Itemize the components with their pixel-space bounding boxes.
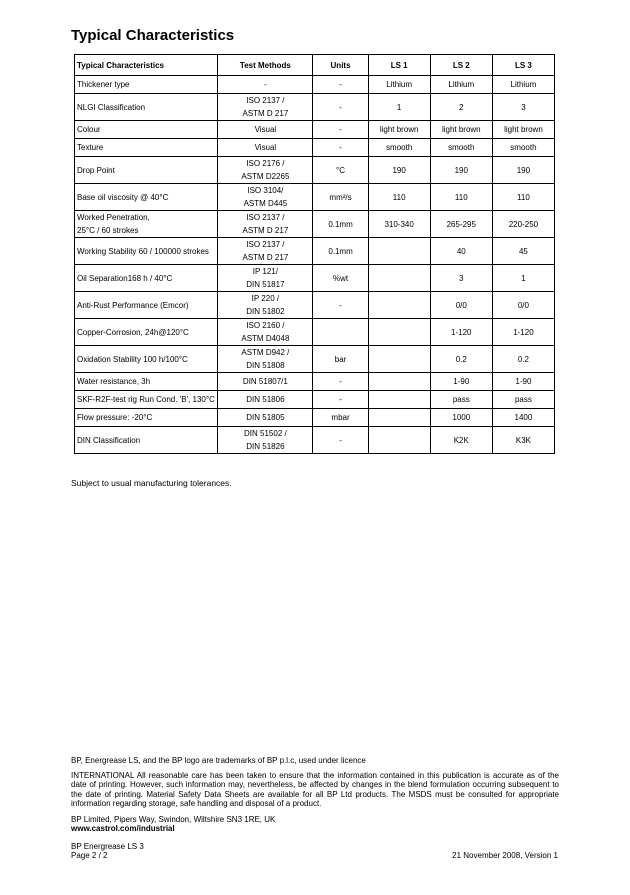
ls3-value-text: 1-120 xyxy=(513,327,534,337)
cell-property xyxy=(75,76,218,94)
test-method-text: DIN 51807/1 xyxy=(242,377,288,386)
cell-test-method xyxy=(218,427,313,454)
table-row xyxy=(75,76,555,94)
cell-ls2-value xyxy=(430,373,492,391)
cell-ls3-value xyxy=(492,409,554,427)
cell-property xyxy=(75,346,218,373)
cell-ls2-value xyxy=(430,76,492,94)
cell-test-method xyxy=(218,319,313,346)
ls2-value-text: Lithium xyxy=(448,80,475,89)
cell-unit xyxy=(313,265,368,292)
table-row xyxy=(75,94,555,121)
characteristics-table xyxy=(74,54,555,454)
cell-ls2-value xyxy=(430,139,492,157)
cell-ls2-value xyxy=(430,238,492,265)
ls1-value-text: 310-340 xyxy=(384,219,414,229)
cell-property xyxy=(75,409,218,427)
test-method-text: Visual xyxy=(254,125,277,134)
cell-ls1-value xyxy=(368,94,430,121)
cell-unit xyxy=(313,94,368,121)
property-text: NLGI Classification xyxy=(77,102,146,112)
cell-ls3-value xyxy=(492,373,554,391)
cell-property xyxy=(75,427,218,454)
cell-property xyxy=(75,94,218,121)
ls2-value-text: 0/0 xyxy=(455,300,467,310)
ls3-value-text: 0/0 xyxy=(517,300,529,310)
unit-text: °C xyxy=(336,165,346,175)
test-method-text: ISO 2176 / ASTM D2265 xyxy=(241,159,290,181)
table-row xyxy=(75,373,555,391)
ls2-value-text: pass xyxy=(452,395,470,404)
property-text: Worked Penetration, 25°C / 60 strokes xyxy=(77,213,150,235)
test-method-text: IP 121/ DIN 51817 xyxy=(246,267,285,289)
cell-ls2-value xyxy=(430,184,492,211)
test-method-text: ISO 2160 / ASTM D4048 xyxy=(241,321,290,343)
ls3-value-text: pass xyxy=(514,395,532,404)
page-title: Typical Characteristics xyxy=(71,27,235,44)
ls2-value-text: 190 xyxy=(454,165,468,175)
property-text: Base oil viscosity @ 40°C xyxy=(77,192,169,202)
cell-unit xyxy=(313,346,368,373)
cell-test-method xyxy=(218,292,313,319)
table-row xyxy=(75,157,555,184)
test-method-text: DIN 51502 / DIN 51826 xyxy=(244,429,287,451)
cell-test-method xyxy=(218,238,313,265)
cell-test-method xyxy=(218,265,313,292)
cell-test-method xyxy=(218,373,313,391)
ls1-value-text: smooth xyxy=(386,143,413,152)
unit-text: 0.1mm xyxy=(328,219,353,229)
cell-unit xyxy=(313,121,368,139)
ls3-value-text: 220-250 xyxy=(508,219,539,229)
ls1-value-text: 110 xyxy=(392,192,406,202)
unit-text: - xyxy=(339,377,342,386)
cell-property xyxy=(75,238,218,265)
cell-ls2-value xyxy=(430,319,492,346)
cell-unit xyxy=(313,373,368,391)
cell-ls2-value xyxy=(430,211,492,238)
cell-ls3-value xyxy=(492,292,554,319)
table-row xyxy=(75,139,555,157)
ls2-value-text: 1-120 xyxy=(451,327,472,337)
property-text: Texture xyxy=(77,143,104,152)
property-text: Drop Point xyxy=(77,165,115,175)
cell-property xyxy=(75,265,218,292)
table-row xyxy=(75,427,555,454)
property-text: Oil Separation168 h / 40°C xyxy=(77,273,173,283)
property-text: Colour xyxy=(77,125,101,134)
header-ls1: LS 1 xyxy=(368,55,430,76)
cell-property xyxy=(75,157,218,184)
cell-ls1-value xyxy=(368,427,430,454)
ls3-value-text: 1-90 xyxy=(515,377,532,386)
ls1-value-text: light brown xyxy=(379,125,419,134)
test-method-text: ISO 3104/ ASTM D445 xyxy=(243,186,288,208)
ls2-value-text: 1-90 xyxy=(453,377,470,386)
cell-ls2-value xyxy=(430,292,492,319)
ls3-value-text: 3 xyxy=(521,102,526,112)
cell-test-method xyxy=(218,121,313,139)
cell-unit xyxy=(313,76,368,94)
cell-unit xyxy=(313,292,368,319)
property-text: Oxidation Stability 100 h/100°C xyxy=(77,354,188,364)
cell-test-method xyxy=(218,211,313,238)
cell-unit xyxy=(313,139,368,157)
cell-ls3-value xyxy=(492,139,554,157)
tolerance-note: Subject to usual manufacturing tolerances. xyxy=(71,478,232,488)
cell-unit xyxy=(313,211,368,238)
page-number: Page 2 / 2 xyxy=(71,851,108,861)
cell-test-method xyxy=(218,184,313,211)
disclaimer: INTERNATIONAL All reasonable care has been taken to ensure that the information contained in this publication is accurate as of the date of printing. However, such information may, nevertheless, be affected by changes in the blend formulation occurring subsequent to the date of printing. Material Safety Data Sheets are available for all BP Ltd products. The MSDS must be consulted for appropriate information regarding storage, safe handling and disposal of a product. xyxy=(71,771,559,809)
cell-ls1-value xyxy=(368,211,430,238)
cell-ls2-value xyxy=(430,265,492,292)
ls1-value-text: 1 xyxy=(396,102,402,112)
ls2-value-text: light brown xyxy=(441,125,481,134)
cell-test-method xyxy=(218,409,313,427)
ls1-value-text: Lithium xyxy=(386,80,413,89)
cell-property xyxy=(75,391,218,409)
table-row xyxy=(75,184,555,211)
cell-ls3-value xyxy=(492,391,554,409)
ls3-value-text: 1 xyxy=(521,273,526,283)
unit-text: - xyxy=(339,300,342,310)
ls3-value-text: 1400 xyxy=(514,413,533,422)
ls2-value-text: 3 xyxy=(459,273,464,283)
unit-text: - xyxy=(339,102,342,112)
cell-ls2-value xyxy=(430,121,492,139)
cell-ls3-value xyxy=(492,427,554,454)
unit-text: - xyxy=(339,395,342,404)
cell-test-method xyxy=(218,94,313,121)
cell-ls2-value xyxy=(430,94,492,121)
unit-text: bar xyxy=(334,354,347,364)
cell-property xyxy=(75,319,218,346)
cell-property xyxy=(75,139,218,157)
property-text: Working Stability 60 / 100000 strokes xyxy=(77,246,209,256)
cell-test-method xyxy=(218,76,313,94)
table-header-row xyxy=(75,55,555,76)
company-block xyxy=(71,815,559,834)
test-method-text: ISO 2137 / ASTM D 217 xyxy=(242,213,289,235)
unit-text: mm²/s xyxy=(329,192,352,202)
test-method-text: DIN 51805 xyxy=(246,413,285,422)
cell-ls1-value xyxy=(368,292,430,319)
ls3-value-text: 0.2 xyxy=(517,354,529,364)
cell-ls1-value xyxy=(368,409,430,427)
unit-text: %wt xyxy=(332,273,349,283)
trademark-notice: BP, Energrease LS, and the BP logo are trademarks of BP p.l.c, used under licence xyxy=(71,756,366,765)
ls3-value-text: 110 xyxy=(517,192,530,202)
cell-ls2-value xyxy=(430,157,492,184)
cell-property xyxy=(75,211,218,238)
unit-text: 0.1mm xyxy=(328,246,353,256)
table-row xyxy=(75,292,555,319)
table-row xyxy=(75,391,555,409)
cell-unit xyxy=(313,391,368,409)
table-row xyxy=(75,211,555,238)
unit-text: - xyxy=(339,143,342,152)
product-name: BP Energrease LS 3 xyxy=(71,842,144,851)
ls2-value-text: 1000 xyxy=(452,413,471,422)
cell-test-method xyxy=(218,346,313,373)
cell-ls3-value xyxy=(492,76,554,94)
cell-ls2-value xyxy=(430,391,492,409)
unit-text: - xyxy=(339,435,342,445)
cell-test-method xyxy=(218,391,313,409)
property-text: Water resistance, 3h xyxy=(77,377,151,386)
cell-ls1-value xyxy=(368,184,430,211)
table-row xyxy=(75,238,555,265)
cell-property xyxy=(75,373,218,391)
ls2-value-text: 0.2 xyxy=(455,354,467,364)
property-text: Anti-Rust Performance (Emcor) xyxy=(77,300,189,310)
cell-ls1-value xyxy=(368,157,430,184)
property-text: SKF-R2F-test rig Run Cond. 'B', 130°C xyxy=(77,395,215,404)
cell-ls2-value xyxy=(430,346,492,373)
cell-ls2-value xyxy=(430,427,492,454)
ls3-value-text: smooth xyxy=(510,143,537,152)
cell-ls3-value xyxy=(492,157,554,184)
cell-ls1-value xyxy=(368,391,430,409)
test-method-text: ISO 2137 / ASTM D 217 xyxy=(242,96,289,118)
cell-ls1-value xyxy=(368,319,430,346)
cell-unit xyxy=(313,319,368,346)
cell-unit xyxy=(313,427,368,454)
ls3-value-text: 190 xyxy=(516,165,531,175)
table-row xyxy=(75,346,555,373)
cell-ls1-value xyxy=(368,121,430,139)
header-ls3: LS 3 xyxy=(492,55,554,76)
table-row xyxy=(75,121,555,139)
cell-ls1-value xyxy=(368,265,430,292)
ls1-value-text: 190 xyxy=(392,165,406,175)
cell-ls3-value xyxy=(492,346,554,373)
table-body xyxy=(75,76,555,454)
cell-property xyxy=(75,184,218,211)
cell-ls1-value xyxy=(368,139,430,157)
cell-ls1-value xyxy=(368,373,430,391)
cell-ls3-value xyxy=(492,319,554,346)
cell-test-method xyxy=(218,157,313,184)
table-row xyxy=(75,319,555,346)
cell-ls1-value xyxy=(368,238,430,265)
cell-ls1-value xyxy=(368,346,430,373)
website-link[interactable]: www.castrol.com/industrial xyxy=(71,824,175,834)
ls2-value-text: 110 xyxy=(454,192,468,202)
table-row xyxy=(75,265,555,292)
cell-ls3-value xyxy=(492,94,554,121)
header-test-methods: Test Methods xyxy=(218,55,313,76)
cell-test-method xyxy=(218,139,313,157)
ls3-value-text: light brown xyxy=(504,125,543,134)
test-method-text: DIN 51806 xyxy=(246,395,285,404)
company-address: BP Limited, Pipers Way, Swindon, Wiltshire SN3 1RE, UK xyxy=(71,815,276,824)
header-property: Typical Characteristics xyxy=(75,55,218,76)
header-units: Units xyxy=(313,55,368,76)
cell-ls3-value xyxy=(492,121,554,139)
table-row xyxy=(75,409,555,427)
cell-ls2-value xyxy=(430,409,492,427)
test-method-text: - xyxy=(264,80,267,89)
cell-ls1-value xyxy=(368,76,430,94)
unit-text: - xyxy=(339,80,342,89)
ls3-value-text: K3K xyxy=(515,435,531,445)
test-method-text: ASTM D942 / DIN 51808 xyxy=(241,348,290,370)
ls2-value-text: K2K xyxy=(453,435,469,445)
cell-ls3-value xyxy=(492,211,554,238)
header-ls2: LS 2 xyxy=(430,55,492,76)
ls3-value-text: Lithium xyxy=(510,80,537,89)
property-text: Thickener type xyxy=(77,80,130,89)
cell-ls3-value xyxy=(492,238,554,265)
cell-ls3-value xyxy=(492,265,554,292)
ls2-value-text: 40 xyxy=(456,246,466,256)
cell-unit xyxy=(313,157,368,184)
ls3-value-text: 45 xyxy=(518,246,528,256)
cell-ls3-value xyxy=(492,184,554,211)
unit-text: mbar xyxy=(331,413,350,422)
test-method-text: ISO 2137 / ASTM D 217 xyxy=(242,240,289,262)
property-text: Copper-Corrosion, 24h@120°C xyxy=(77,327,189,337)
property-text: Flow pressure: -20°C xyxy=(77,413,153,422)
cell-property xyxy=(75,121,218,139)
ls2-value-text: 265-295 xyxy=(446,219,476,229)
ls2-value-text: smooth xyxy=(448,143,475,152)
cell-unit xyxy=(313,184,368,211)
ls2-value-text: 2 xyxy=(459,102,464,112)
cell-unit xyxy=(313,238,368,265)
property-text: DIN Classification xyxy=(77,435,141,445)
date-version: 21 November 2008, Version 1 xyxy=(452,851,558,860)
unit-text: - xyxy=(339,125,342,134)
cell-property xyxy=(75,292,218,319)
cell-unit xyxy=(313,409,368,427)
test-method-text: Visual xyxy=(254,143,277,152)
test-method-text: IP 220 / DIN 51802 xyxy=(246,294,285,316)
